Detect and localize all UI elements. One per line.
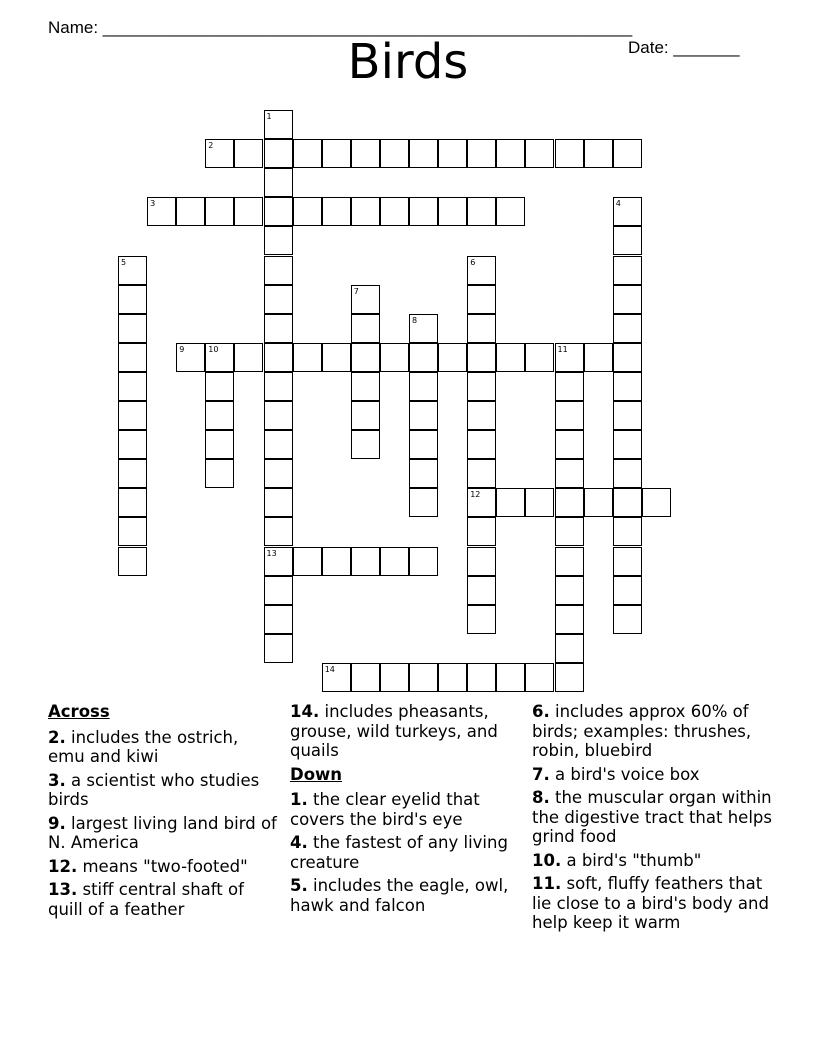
grid-cell[interactable] <box>555 343 584 372</box>
grid-cell[interactable] <box>555 517 584 546</box>
grid-cell[interactable] <box>409 663 438 692</box>
clue-down-7: 7. a bird's voice box <box>532 764 700 784</box>
grid-cell[interactable] <box>264 459 293 488</box>
grid-cell[interactable] <box>205 401 234 430</box>
grid-cell[interactable] <box>293 343 322 372</box>
clue-across-2: 2. includes the ostrich, emu and kiwi <box>48 727 239 766</box>
grid-cell[interactable] <box>264 430 293 459</box>
grid-cell[interactable] <box>118 285 147 314</box>
clue-down-10: 10. a bird's "thumb" <box>532 850 702 870</box>
grid-cell[interactable] <box>613 285 642 314</box>
grid-cell[interactable] <box>351 401 380 430</box>
grid-cell[interactable] <box>613 605 642 634</box>
grid-cell[interactable] <box>409 314 438 343</box>
grid-cell[interactable] <box>234 197 263 226</box>
grid-cell[interactable] <box>525 343 554 372</box>
grid-cell[interactable] <box>613 197 642 226</box>
grid-cell[interactable] <box>234 139 263 168</box>
grid-cell[interactable] <box>555 401 584 430</box>
grid-cell[interactable] <box>555 430 584 459</box>
clue-number: 14 <box>324 664 335 674</box>
clues-column-1 <box>48 702 278 923</box>
clue-number: 1 <box>266 112 272 121</box>
clues-column-2 <box>290 702 526 919</box>
grid-cell[interactable] <box>351 285 380 314</box>
grid-cell[interactable] <box>351 343 380 372</box>
clue-number: 5 <box>121 257 127 267</box>
grid-cell[interactable] <box>264 139 293 168</box>
grid-cell[interactable] <box>438 139 467 168</box>
grid-cell[interactable] <box>264 226 293 255</box>
grid-cell[interactable] <box>264 285 293 314</box>
grid-cell[interactable] <box>234 343 263 372</box>
grid-cell[interactable] <box>264 168 293 197</box>
clue-number: 7 <box>353 286 359 296</box>
grid-cell[interactable] <box>205 197 234 226</box>
grid-cell[interactable] <box>118 314 147 343</box>
grid-cell[interactable] <box>264 547 293 576</box>
grid-cell[interactable] <box>118 488 147 517</box>
grid-cell[interactable] <box>264 517 293 546</box>
clue-number: 9 <box>179 344 185 354</box>
grid-cell[interactable] <box>496 139 525 168</box>
grid-cell[interactable] <box>613 139 642 168</box>
grid-cell[interactable] <box>409 430 438 459</box>
grid-cell[interactable] <box>205 430 234 459</box>
grid-cell[interactable] <box>118 430 147 459</box>
grid-cell[interactable] <box>293 197 322 226</box>
grid-cell[interactable] <box>351 197 380 226</box>
clue-number: 6 <box>470 257 476 267</box>
clue-number: 13 <box>266 548 277 558</box>
grid-cell[interactable] <box>613 256 642 285</box>
grid-cell[interactable] <box>380 139 409 168</box>
grid-cell[interactable] <box>322 547 351 576</box>
grid-cell[interactable] <box>467 663 496 692</box>
grid-cell[interactable] <box>118 459 147 488</box>
grid-cell[interactable] <box>409 488 438 517</box>
grid-cell[interactable] <box>380 343 409 372</box>
clue-down-6: 6. includes approx 60% of birds; examples: thrushes, robin, bluebird <box>532 702 752 760</box>
clue-number: 12 <box>470 490 481 500</box>
grid-cell[interactable] <box>555 634 584 663</box>
grid-cell[interactable] <box>409 139 438 168</box>
grid-cell[interactable] <box>118 343 147 372</box>
grid-cell[interactable] <box>205 372 234 401</box>
grid-cell[interactable] <box>176 343 205 372</box>
grid-cell[interactable] <box>351 663 380 692</box>
grid-cell[interactable] <box>176 197 205 226</box>
grid-cell[interactable] <box>351 547 380 576</box>
clue-number: 3 <box>150 199 156 209</box>
grid-cell[interactable] <box>380 197 409 226</box>
grid-cell[interactable] <box>118 517 147 546</box>
grid-cell[interactable] <box>613 226 642 255</box>
grid-cell[interactable] <box>584 488 613 517</box>
grid-cell[interactable] <box>118 547 147 576</box>
grid-cell[interactable] <box>613 576 642 605</box>
grid-cell[interactable] <box>264 401 293 430</box>
clue-number: 10 <box>208 344 219 354</box>
clue-down-1: 1. the clear eyelid that covers the bird's eye <box>290 790 480 829</box>
name-field[interactable]: Name: ________________________________________________________ <box>48 18 633 37</box>
grid-cell[interactable] <box>496 488 525 517</box>
page-title: Birds <box>347 34 469 90</box>
grid-cell[interactable] <box>380 663 409 692</box>
grid-cell[interactable] <box>613 430 642 459</box>
clue-down-8: 8. the muscular organ within the digestive tract that helps grind food <box>532 788 772 846</box>
grid-cell[interactable] <box>555 488 584 517</box>
grid-cell[interactable] <box>613 488 642 517</box>
grid-cell[interactable] <box>409 401 438 430</box>
grid-cell[interactable] <box>555 547 584 576</box>
grid-cell[interactable] <box>613 459 642 488</box>
clue-across-13: 13. stiff central shaft of quill of a feather <box>48 880 244 919</box>
clue-across-14: 14. includes pheasants, grouse, wild turkeys, and quails <box>290 702 498 760</box>
grid-cell[interactable] <box>264 634 293 663</box>
grid-cell[interactable] <box>264 372 293 401</box>
grid-cell[interactable] <box>467 256 496 285</box>
grid-cell[interactable] <box>118 256 147 285</box>
grid-cell[interactable] <box>467 314 496 343</box>
grid-cell[interactable] <box>613 517 642 546</box>
grid-cell[interactable] <box>613 343 642 372</box>
grid-cell[interactable] <box>322 139 351 168</box>
grid-cell[interactable] <box>467 547 496 576</box>
grid-cell[interactable] <box>467 605 496 634</box>
grid-cell[interactable] <box>467 139 496 168</box>
grid-cell[interactable] <box>293 139 322 168</box>
grid-cell[interactable] <box>322 343 351 372</box>
grid-cell[interactable] <box>351 314 380 343</box>
grid-cell[interactable] <box>264 314 293 343</box>
clue-number: 2 <box>208 141 214 151</box>
clues-column-3 <box>532 702 772 937</box>
grid-cell[interactable] <box>496 197 525 226</box>
grid-cell[interactable] <box>409 547 438 576</box>
grid-cell[interactable] <box>555 605 584 634</box>
grid-cell[interactable] <box>613 314 642 343</box>
grid-cell[interactable] <box>409 459 438 488</box>
grid-cell[interactable] <box>555 459 584 488</box>
grid-cell[interactable] <box>467 372 496 401</box>
grid-cell[interactable] <box>264 197 293 226</box>
grid-cell[interactable] <box>409 343 438 372</box>
grid-cell[interactable] <box>467 459 496 488</box>
grid-cell[interactable] <box>525 488 554 517</box>
grid-cell[interactable] <box>438 197 467 226</box>
grid-cell[interactable] <box>380 547 409 576</box>
grid-cell[interactable] <box>584 343 613 372</box>
grid-cell[interactable] <box>409 197 438 226</box>
grid-cell[interactable] <box>264 488 293 517</box>
grid-cell[interactable] <box>438 663 467 692</box>
date-field[interactable]: Date: _______ <box>628 38 740 57</box>
grid-cell[interactable] <box>613 372 642 401</box>
grid-cell[interactable] <box>613 401 642 430</box>
grid-cell[interactable] <box>118 401 147 430</box>
grid-cell[interactable] <box>409 372 438 401</box>
across-heading: Across <box>48 702 110 721</box>
clue-number: 4 <box>615 199 621 209</box>
down-heading: Down <box>290 764 343 784</box>
grid-cell[interactable] <box>293 547 322 576</box>
grid-cell[interactable] <box>584 139 613 168</box>
clue-across-3: 3. a scientist who studies birds <box>48 770 260 809</box>
grid-cell[interactable] <box>613 547 642 576</box>
grid-cell[interactable] <box>496 343 525 372</box>
clue-across-9: 9. largest living land bird of N. America <box>48 813 277 852</box>
clue-down-11: 11. soft, fluffy feathers that lie close to a bird's body and help keep it warm <box>532 874 769 932</box>
clue-down-4: 4. the fastest of any living creature <box>290 833 508 872</box>
grid-cell[interactable] <box>555 139 584 168</box>
clue-number: 11 <box>557 344 568 354</box>
grid-cell[interactable] <box>525 139 554 168</box>
grid-cell[interactable] <box>147 197 176 226</box>
clue-across-12: 12. means "two-footed" <box>48 856 248 876</box>
grid-cell[interactable] <box>496 663 525 692</box>
grid-cell[interactable] <box>322 197 351 226</box>
grid-cell[interactable] <box>264 605 293 634</box>
grid-cell[interactable] <box>642 488 671 517</box>
grid-cell[interactable] <box>525 663 554 692</box>
grid-cell[interactable] <box>467 343 496 372</box>
grid-cell[interactable] <box>322 663 351 692</box>
grid-cell[interactable] <box>467 517 496 546</box>
clue-number: 8 <box>412 315 418 325</box>
grid-cell[interactable] <box>351 430 380 459</box>
grid-cell[interactable] <box>555 372 584 401</box>
grid-cell[interactable] <box>438 343 467 372</box>
grid-cell[interactable] <box>351 139 380 168</box>
grid-cell[interactable] <box>351 372 380 401</box>
grid-cell[interactable] <box>264 576 293 605</box>
grid-cell[interactable] <box>467 576 496 605</box>
grid-cell[interactable] <box>467 488 496 517</box>
grid-cell[interactable] <box>205 459 234 488</box>
grid-cell[interactable] <box>205 343 234 372</box>
grid-cell[interactable] <box>555 663 584 692</box>
grid-cell[interactable] <box>118 372 147 401</box>
grid-cell[interactable] <box>467 401 496 430</box>
grid-cell[interactable] <box>264 110 293 139</box>
grid-cell[interactable] <box>264 343 293 372</box>
grid-cell[interactable] <box>264 256 293 285</box>
grid-cell[interactable] <box>467 197 496 226</box>
grid-cell[interactable] <box>467 430 496 459</box>
clue-down-5: 5. includes the eagle, owl, hawk and falcon <box>290 876 509 915</box>
grid-cell[interactable] <box>555 576 584 605</box>
grid-cell[interactable] <box>467 285 496 314</box>
grid-cell[interactable] <box>205 139 234 168</box>
